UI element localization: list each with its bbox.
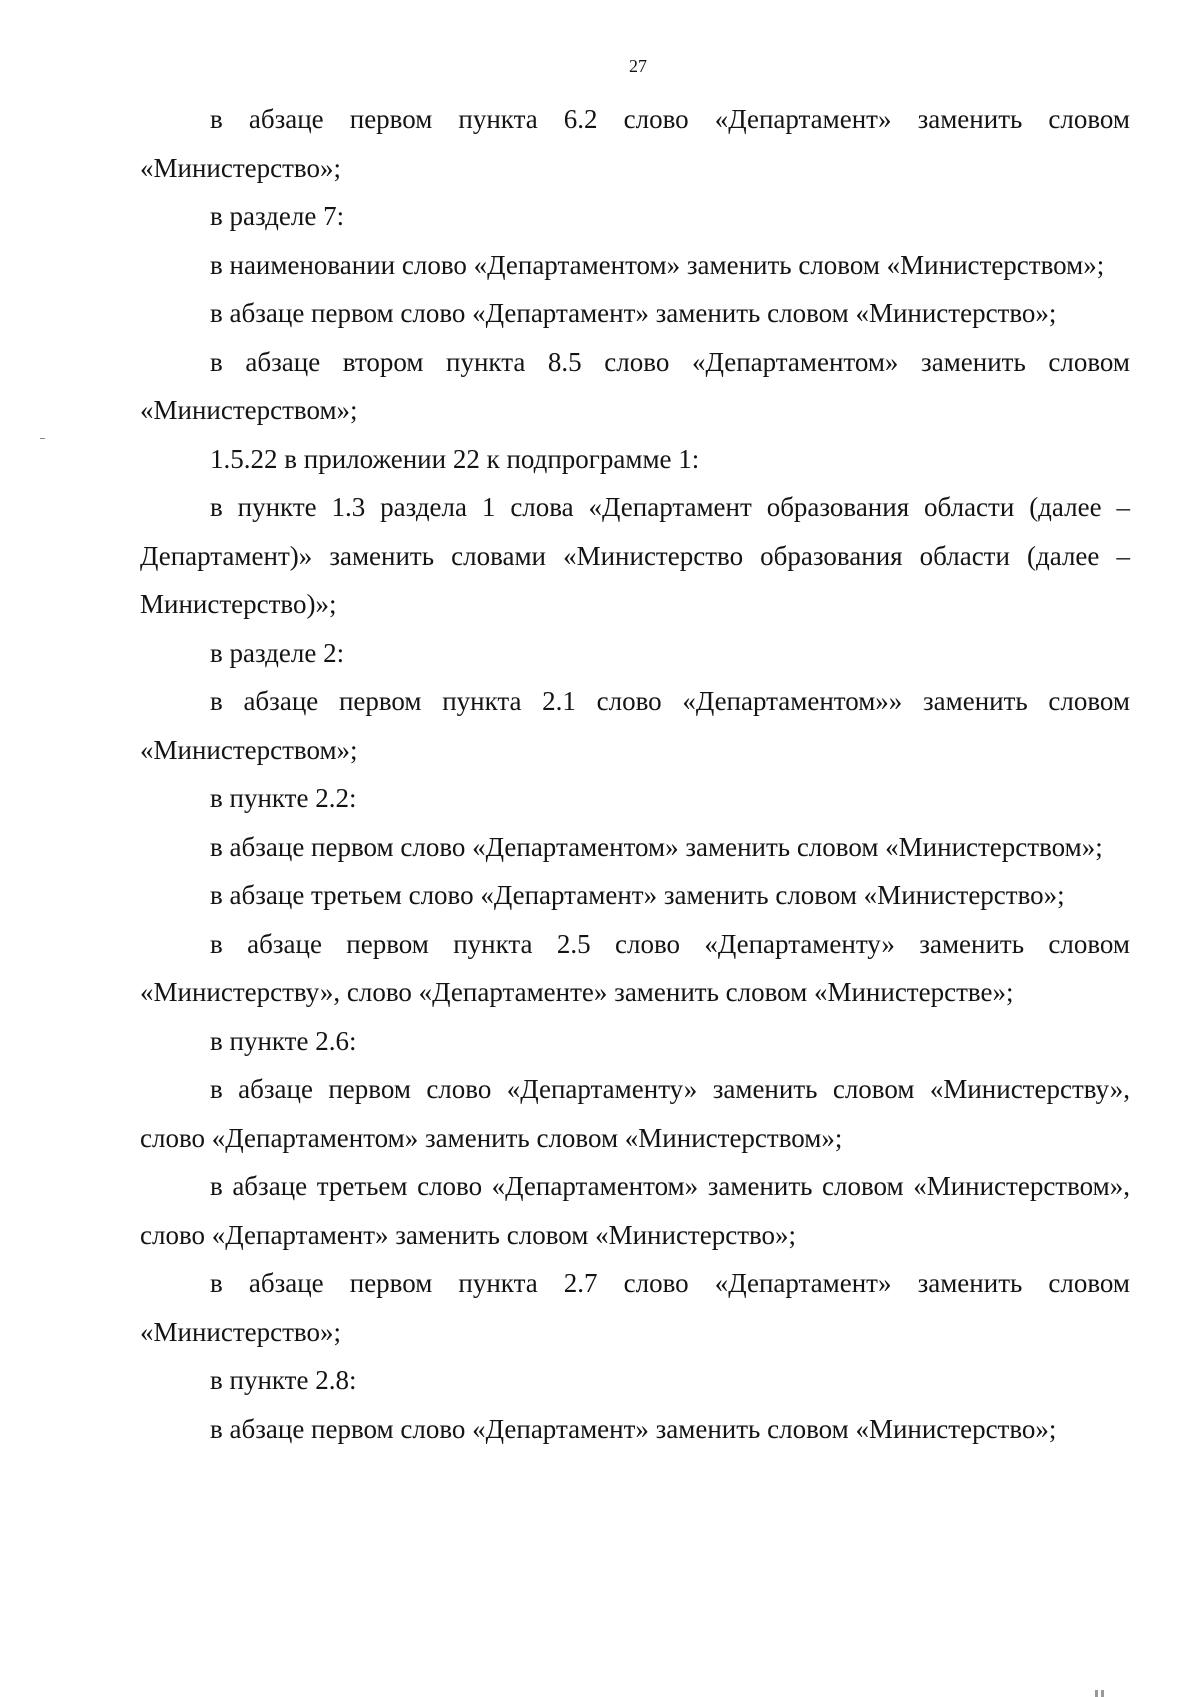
paragraph: в абзаце третьем слово «Департамент» заменить словом «Министерство»;: [210, 880, 1065, 910]
paragraph: в абзаце первом слово «Департаменту» заменить словом «Министерству», слово «Департаментом» заменить словом «Министерством»;: [140, 1074, 1130, 1153]
paragraph: 1.5.22 в приложении 22 к подпрограмме 1:: [210, 443, 700, 474]
paragraph: в абзаце первом пункта 2.1 слово «Департаментом»» заменить словом «Министерством»;: [140, 686, 1130, 765]
paragraph: в абзаце первом пункта 2.7 слово «Департамент» заменить словом «Министерство»;: [140, 1268, 1130, 1347]
paragraph: в разделе 2:: [210, 637, 345, 668]
document-body: [140, 95, 1130, 1453]
scan-artifact: [1095, 1690, 1098, 1697]
scan-artifact: [40, 438, 45, 439]
paragraph: в пункте 2.6:: [210, 1025, 357, 1056]
paragraph: в пункте 2.2:: [210, 783, 357, 813]
page-number: 27: [629, 56, 647, 76]
paragraph: в наименовании слово «Департаментом» заменить словом «Министерством»;: [210, 249, 1105, 280]
paragraph: в абзаце первом пункта 6.2 слово «Департамент» заменить словом «Министерство»;: [140, 104, 1130, 183]
paragraph: в абзаце первом слово «Департаментом» заменить словом «Министерством»;: [210, 831, 1103, 862]
paragraph: в абзаце первом пункта 2.5 слово «Департаменту» заменить словом «Министерству», слово «Департаменте» заменить словом «Министерстве»;: [140, 928, 1130, 1007]
paragraph: в абзаце первом слово «Департамент» заменить словом «Министерство»;: [210, 1413, 1057, 1444]
paragraph: в абзаце третьем слово «Департаментом» заменить словом «Министерством», слово «Департамент» заменить словом «Министерство»;: [140, 1171, 1130, 1250]
paragraph: в пункте 2.8:: [210, 1365, 357, 1395]
paragraph: в разделе 7:: [210, 201, 345, 231]
paragraph: в абзаце втором пункта 8.5 слово «Департаментом» заменить словом «Министерством»;: [140, 346, 1130, 425]
paragraph: в пункте 1.3 раздела 1 слова «Департамент образования области (далее – Департамент)» заменить словами «Министерство образования области (далее – Министерство)»;: [140, 492, 1130, 619]
paragraph: в абзаце первом слово «Департамент» заменить словом «Министерство»;: [210, 298, 1057, 328]
scan-artifact: [1101, 1690, 1104, 1697]
